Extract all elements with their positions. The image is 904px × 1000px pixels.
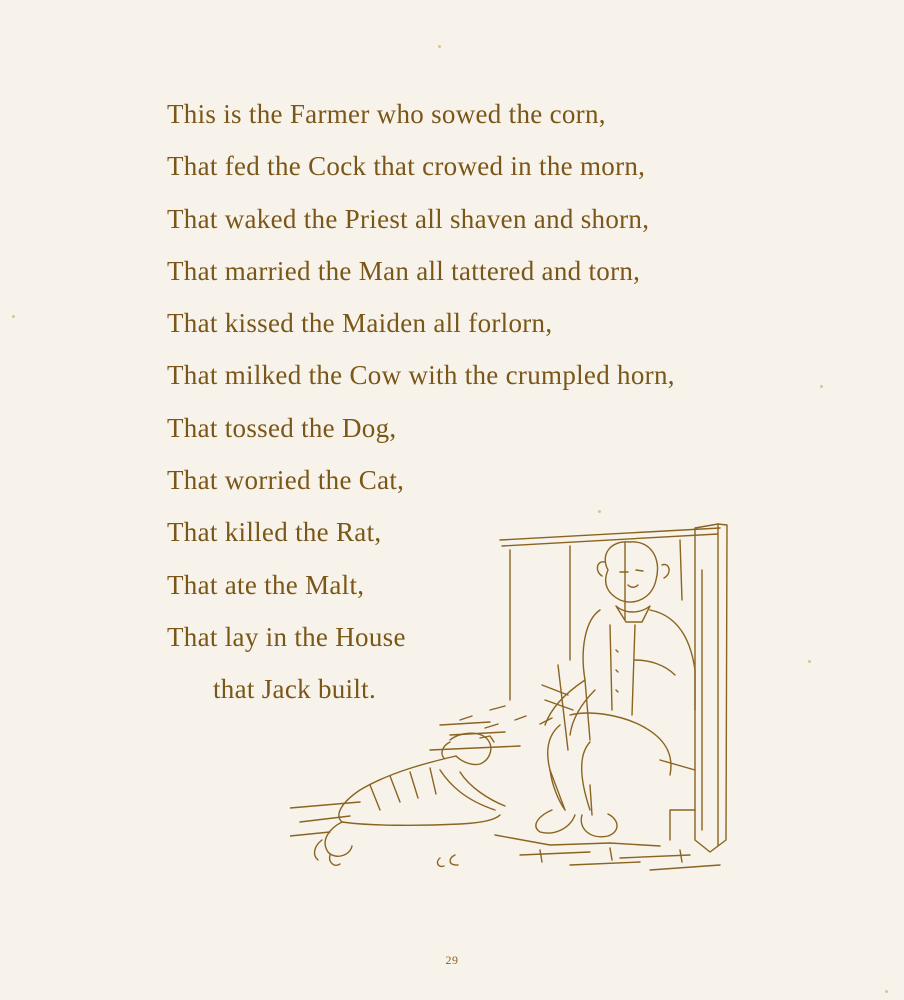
- verse-line-5: That kissed the Maiden all forlorn,: [167, 308, 553, 339]
- verse-line-1: This is the Farmer who sowed the corn,: [167, 99, 606, 129]
- paper-speck: [808, 660, 811, 663]
- verse-line-3: That waked the Priest all shaven and shorn,: [167, 203, 650, 234]
- paper-speck: [820, 385, 823, 388]
- paper-speck: [438, 45, 441, 48]
- verse-line-12: that Jack built.: [213, 674, 377, 705]
- verse-line-7: That tossed the Dog,: [167, 412, 397, 443]
- paper-speck: [885, 990, 888, 993]
- paper-speck: [12, 315, 15, 318]
- floor: [290, 802, 720, 870]
- sleeping-farmer: [536, 542, 695, 837]
- verse-line-2: That fed the Cock that crowed in the morn,: [167, 151, 646, 182]
- artist-signature: [437, 855, 458, 866]
- page-number: 29: [445, 953, 459, 967]
- verse-line-10: That ate the Malt,: [167, 569, 365, 600]
- dog: [315, 733, 505, 865]
- verse-line-11: That lay in the House: [167, 621, 406, 652]
- verse-line-4: That married the Man all tattered and torn,: [167, 255, 641, 286]
- chair: [660, 524, 727, 852]
- verse-line-9: That killed the Rat,: [167, 517, 382, 548]
- verse-line-6: That milked the Cow with the crumpled horn,: [167, 360, 675, 391]
- farmer-and-dog-illustration: [290, 510, 770, 890]
- verse-line-8: That worried the Cat,: [167, 465, 405, 496]
